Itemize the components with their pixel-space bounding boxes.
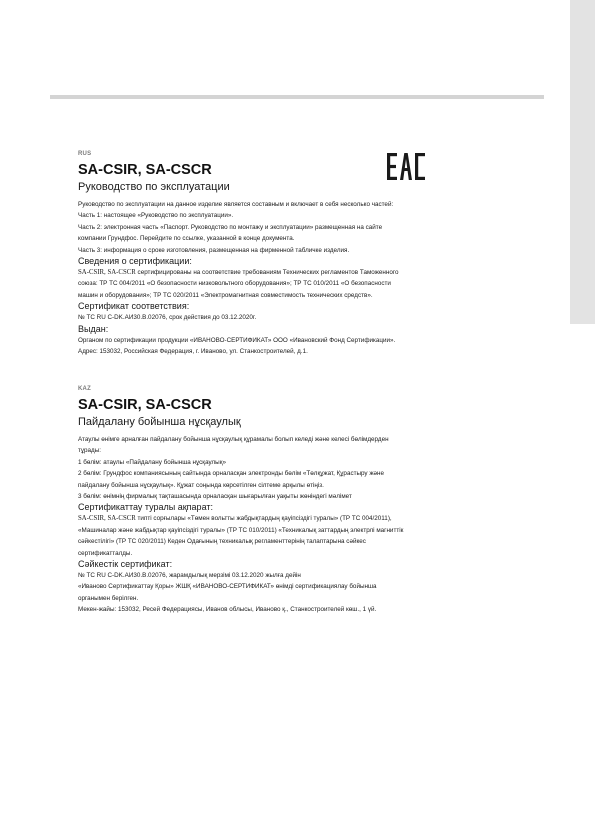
certification-heading: Сертификаттау туралы ақпарат: (78, 502, 213, 513)
certification-line: типті сорғылары «Төмен вольтты жабдықтардың қауіпсіздігі туралы» (ТР ТС 004/2011), (135, 515, 392, 523)
intro-line: 3 бөлім: өнімнің фирмалық тақташасында орналасқан шығарылған уақыты жөніндегі мәлімет (78, 493, 352, 501)
certification-line: союза: ТР ТС 004/2011 «О безопасности низковольтного оборудования»; ТР ТС 010/2011 «О безопасности (78, 280, 391, 288)
conformity-heading: Сертификат соответствия: (78, 301, 190, 312)
issued-line: Органом по сертификации продукции «ИВАНОВО-СЕРТИФИКАТ» ООО «Ивановский Фонд Сертификации». (78, 336, 396, 344)
product-model-title: SA-CSIR, SA-CSCR (78, 397, 212, 413)
conformity-line: № ТС RU C-DK.АИ30.В.02076, жарамдылық мерзімі 03.12.2020 жылға дейін (78, 572, 301, 580)
intro-line: тұрады: (78, 447, 101, 455)
issued-heading: Выдан: (78, 323, 109, 334)
intro-line: пайдалану бойынша нұсқаулық». Құжат соңында көрсетілген сілтеме арқылы өтіңіз. (78, 481, 324, 489)
certification-text (78, 267, 478, 278)
certification-text (78, 513, 478, 524)
intro-line: компании Грундфос. Перейдите по ссылке, указанной в конце документа. (78, 235, 295, 243)
language-tag: KAZ (78, 386, 91, 392)
intro-line: Атаулы өнімге арналған пайдалану бойынша нұсқаулық құрамалы болып келеді және келесі бөлімдерден (78, 436, 389, 443)
intro-line: 2 бөлім: Грундфос компаниясының сайтында орналасқан электронды бөлім «Төлқұжат, Құрастыру және (78, 470, 385, 478)
certification-line: сертифицированы на соответствие требованиям Технических регламентов Таможенного (135, 269, 399, 277)
top-divider (50, 95, 544, 99)
conformity-line: «Иваново Сертификаттау Қоры» ЖШҚ «ИВАНОВО-СЕРТИФИКАТ» өнімді сертификациялау бойынша (78, 583, 377, 591)
certification-line: машин и оборудования»; ТР ТС 020/2011 «Электромагнитная совместимость технических средств». (78, 291, 373, 299)
intro-line: Часть 3: информация о сроке изготовления, размещенная на фирменной табличке изделия. (78, 246, 350, 254)
model-inline: SA-CSIR, SA-CSCR (78, 515, 136, 523)
conformity-line: органымен берілген. (78, 594, 139, 602)
product-model-title: SA-CSIR, SA-CSCR (78, 162, 212, 178)
certification-line: «Машиналар және жабдықтар қауіпсіздігі туралы» (ТР ТС 010/2011) «Техникалық заттардың электрлі магниттік (78, 526, 404, 534)
model-inline: SA-CSIR, SA-CSCR (78, 269, 136, 277)
certification-line: сәйкестілігі» (ТР ТС 020/2011) Кеден Одағының техникалық регламенттерінің талаптарына сәйкес (78, 538, 366, 546)
conformity-heading: Сәйкестік сертификат: (78, 559, 173, 570)
document-subtitle: Пайдалану бойынша нұсқаулық (78, 416, 241, 428)
certification-line: сертификатталды. (78, 549, 133, 557)
intro-line: Часть 2: электронная часть «Паспорт. Руководство по монтажу и эксплуатации» размещенная на сайте (78, 223, 383, 231)
conformity-number: № ТС RU C-DK.АИ30.В.02076, срок действия до 03.12.2020г. (78, 314, 257, 322)
section-rus (78, 150, 478, 357)
intro-line: Руководство по эксплуатации на данное изделие является составным и включает в себя несколько частей: (78, 201, 394, 208)
section-kaz (78, 385, 478, 616)
conformity-line: Мекен-жайы: 153032, Ресей Федерациясы, Иванов облысы, Иваново қ., Станкостроителей көш., 1 үй. (78, 606, 377, 614)
document-subtitle: Руководство по эксплуатации (78, 181, 230, 193)
intro-line: Часть 1: настоящее «Руководство по эксплуатации». (78, 212, 234, 220)
language-tag: RUS (78, 151, 92, 157)
issued-line: Адрес: 153032, Российская Федерация, г. Иваново, ул. Станкостроителей, д.1. (78, 348, 308, 356)
side-tab (570, 0, 595, 324)
certification-heading: Сведения о сертификации: (78, 256, 192, 267)
intro-line: 1 бөлім: атаулы «Пайдалану бойынша нұсқаулық» (78, 458, 226, 466)
